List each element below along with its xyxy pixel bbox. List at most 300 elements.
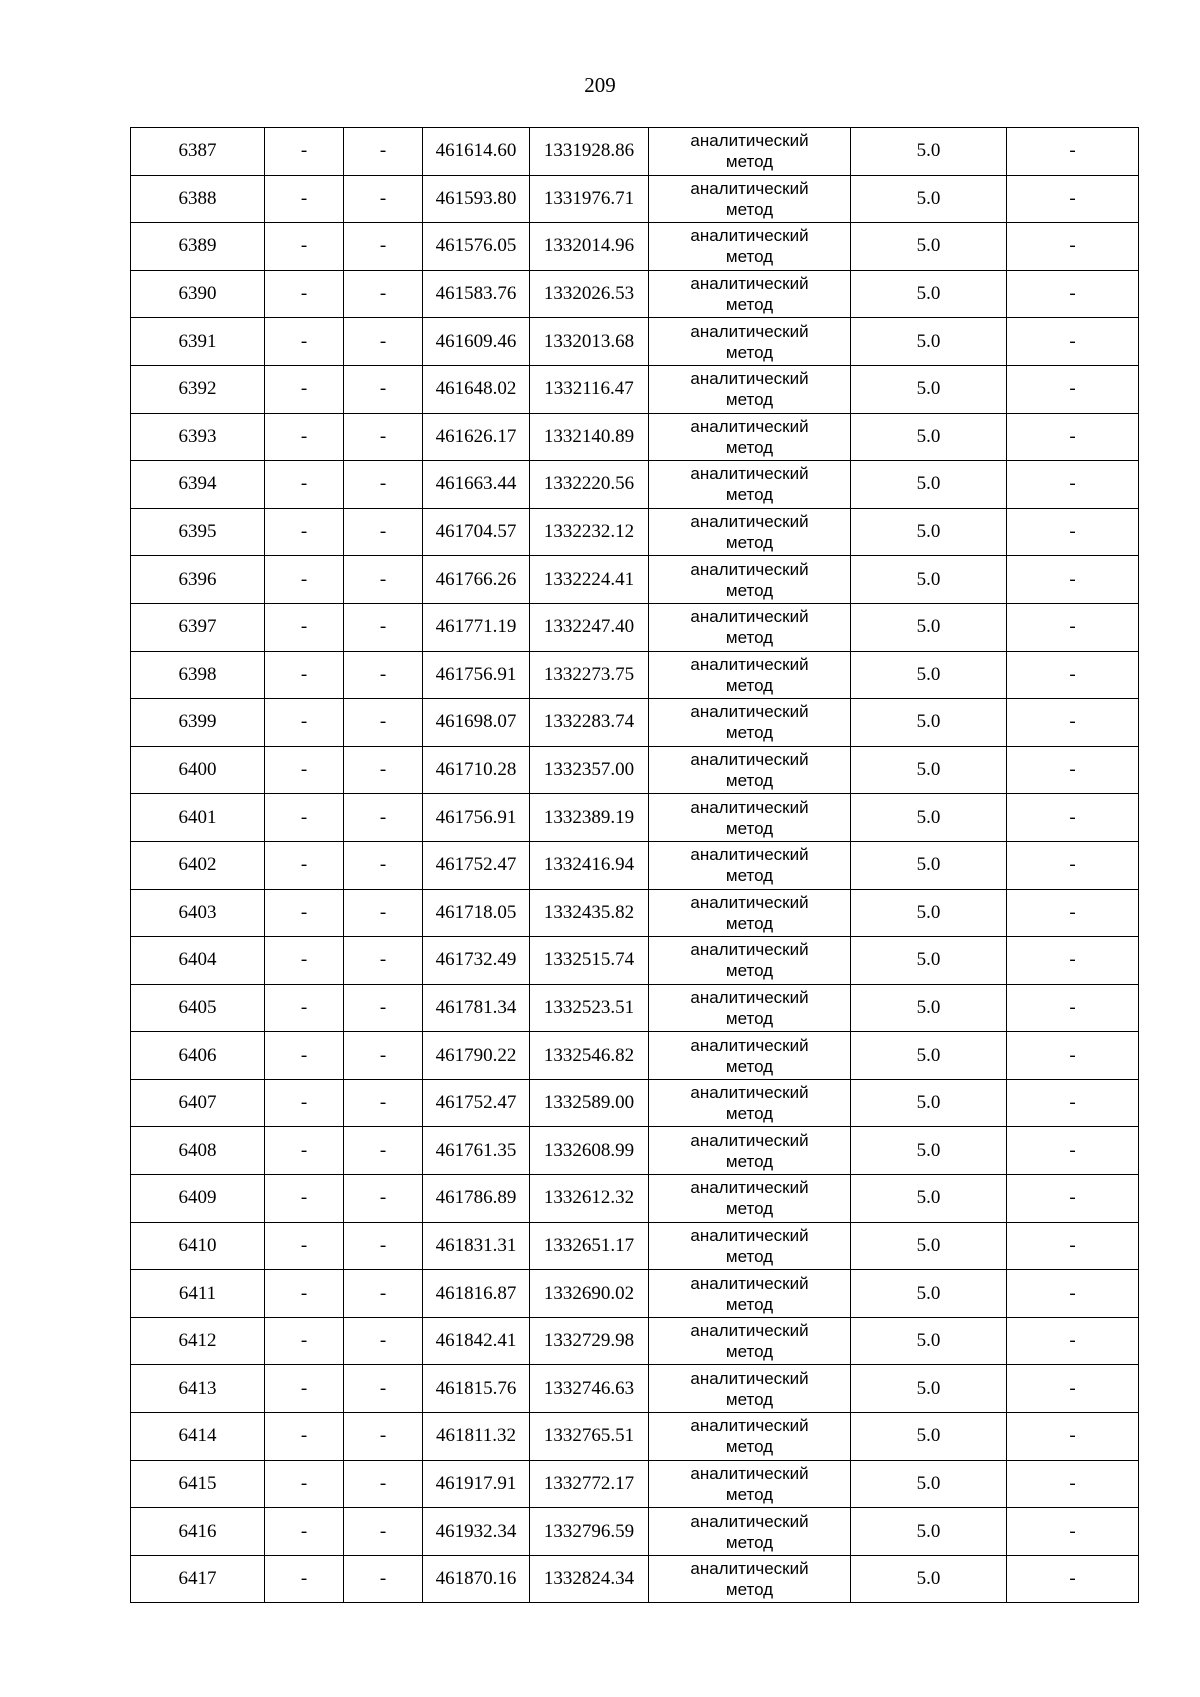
method-line-2: метод (725, 342, 774, 362)
empty-dash-cell: - (344, 1317, 423, 1365)
y-coordinate-cell: 1332746.63 (530, 1365, 649, 1413)
table-row (131, 1032, 1139, 1080)
method-cell (649, 365, 851, 413)
point-number-cell: 6400 (131, 746, 265, 794)
table-row (131, 128, 1139, 176)
empty-dash-cell: - (344, 889, 423, 937)
accuracy-cell: 5.0 (851, 508, 1007, 556)
table-row (131, 889, 1139, 937)
y-coordinate-cell: 1332116.47 (530, 365, 649, 413)
y-coordinate-cell: 1332651.17 (530, 1222, 649, 1270)
empty-dash-cell: - (265, 128, 344, 176)
accuracy-cell: 5.0 (851, 1270, 1007, 1318)
accuracy-cell: 5.0 (851, 1317, 1007, 1365)
empty-dash-cell: - (344, 1079, 423, 1127)
method-line-1: аналитический (690, 940, 809, 960)
method-line-1: аналитический (690, 178, 809, 198)
empty-dash-cell: - (344, 651, 423, 699)
table-body (131, 128, 1139, 1603)
empty-dash-cell: - (265, 937, 344, 985)
empty-dash-cell: - (344, 937, 423, 985)
x-coordinate-cell: 461790.22 (423, 1032, 530, 1080)
y-coordinate-cell: 1332247.40 (530, 603, 649, 651)
accuracy-cell: 5.0 (851, 270, 1007, 318)
method-line-2: метод (725, 675, 774, 695)
empty-dash-cell: - (344, 223, 423, 271)
method-cell (649, 1270, 851, 1318)
method-line-2: метод (725, 199, 774, 219)
point-number-cell: 6391 (131, 318, 265, 366)
method-line-1: аналитический (690, 1083, 809, 1103)
point-number-cell: 6394 (131, 461, 265, 509)
empty-dash-cell: - (344, 556, 423, 604)
point-number-cell: 6414 (131, 1413, 265, 1461)
point-number-cell: 6413 (131, 1365, 265, 1413)
x-coordinate-cell: 461917.91 (423, 1460, 530, 1508)
point-number-cell: 6404 (131, 937, 265, 985)
empty-dash-cell: - (344, 413, 423, 461)
empty-dash-cell: - (1007, 1460, 1139, 1508)
y-coordinate-cell: 1332824.34 (530, 1555, 649, 1603)
accuracy-cell: 5.0 (851, 413, 1007, 461)
method-cell (649, 1413, 851, 1461)
y-coordinate-cell: 1332232.12 (530, 508, 649, 556)
method-line-1: аналитический (690, 369, 809, 389)
empty-dash-cell: - (1007, 508, 1139, 556)
method-cell (649, 841, 851, 889)
empty-dash-cell: - (265, 651, 344, 699)
method-line-1: аналитический (690, 274, 809, 294)
point-number-cell: 6410 (131, 1222, 265, 1270)
x-coordinate-cell: 461583.76 (423, 270, 530, 318)
accuracy-cell: 5.0 (851, 1222, 1007, 1270)
method-line-1: аналитический (690, 987, 809, 1007)
empty-dash-cell: - (344, 1175, 423, 1223)
y-coordinate-cell: 1332729.98 (530, 1317, 649, 1365)
empty-dash-cell: - (265, 699, 344, 747)
empty-dash-cell: - (265, 984, 344, 1032)
method-line-1: аналитический (690, 321, 809, 341)
y-coordinate-cell: 1332013.68 (530, 318, 649, 366)
empty-dash-cell: - (265, 1270, 344, 1318)
x-coordinate-cell: 461786.89 (423, 1175, 530, 1223)
method-cell (649, 461, 851, 509)
method-line-2: метод (725, 1199, 774, 1219)
empty-dash-cell: - (1007, 1317, 1139, 1365)
x-coordinate-cell: 461932.34 (423, 1508, 530, 1556)
empty-dash-cell: - (344, 1222, 423, 1270)
method-line-1: аналитический (690, 1463, 809, 1483)
method-cell (649, 1365, 851, 1413)
empty-dash-cell: - (1007, 699, 1139, 747)
empty-dash-cell: - (1007, 651, 1139, 699)
empty-dash-cell: - (265, 461, 344, 509)
accuracy-cell: 5.0 (851, 1460, 1007, 1508)
empty-dash-cell: - (344, 1032, 423, 1080)
method-cell (649, 603, 851, 651)
table-row (131, 984, 1139, 1032)
x-coordinate-cell: 461756.91 (423, 794, 530, 842)
empty-dash-cell: - (1007, 889, 1139, 937)
table-row (131, 794, 1139, 842)
empty-dash-cell: - (344, 603, 423, 651)
table-row (131, 318, 1139, 366)
empty-dash-cell: - (265, 1508, 344, 1556)
method-line-1: аналитический (690, 654, 809, 674)
method-line-2: метод (725, 1342, 774, 1362)
empty-dash-cell: - (1007, 175, 1139, 223)
method-line-2: метод (725, 866, 774, 886)
accuracy-cell: 5.0 (851, 1508, 1007, 1556)
table-row (131, 699, 1139, 747)
table-row (131, 1317, 1139, 1365)
table-row (131, 461, 1139, 509)
empty-dash-cell: - (1007, 1270, 1139, 1318)
method-line-1: аналитический (690, 1559, 809, 1579)
table-row (131, 1413, 1139, 1461)
method-line-1: аналитический (690, 1416, 809, 1436)
accuracy-cell: 5.0 (851, 128, 1007, 176)
y-coordinate-cell: 1332589.00 (530, 1079, 649, 1127)
accuracy-cell: 5.0 (851, 603, 1007, 651)
accuracy-cell: 5.0 (851, 1365, 1007, 1413)
empty-dash-cell: - (265, 746, 344, 794)
table-row (131, 1460, 1139, 1508)
point-number-cell: 6405 (131, 984, 265, 1032)
accuracy-cell: 5.0 (851, 651, 1007, 699)
method-line-1: аналитический (690, 512, 809, 532)
empty-dash-cell: - (265, 1127, 344, 1175)
y-coordinate-cell: 1332435.82 (530, 889, 649, 937)
empty-dash-cell: - (1007, 318, 1139, 366)
method-cell (649, 508, 851, 556)
method-line-2: метод (725, 818, 774, 838)
method-cell (649, 1460, 851, 1508)
method-cell (649, 746, 851, 794)
method-cell (649, 937, 851, 985)
point-number-cell: 6388 (131, 175, 265, 223)
table-row (131, 1508, 1139, 1556)
empty-dash-cell: - (1007, 603, 1139, 651)
x-coordinate-cell: 461771.19 (423, 603, 530, 651)
empty-dash-cell: - (265, 223, 344, 271)
empty-dash-cell: - (344, 270, 423, 318)
x-coordinate-cell: 461614.60 (423, 128, 530, 176)
table-row (131, 651, 1139, 699)
table-row (131, 1270, 1139, 1318)
y-coordinate-cell: 1332140.89 (530, 413, 649, 461)
y-coordinate-cell: 1332765.51 (530, 1413, 649, 1461)
method-cell (649, 128, 851, 176)
empty-dash-cell: - (1007, 1413, 1139, 1461)
method-line-2: метод (725, 1437, 774, 1457)
table-row (131, 1127, 1139, 1175)
empty-dash-cell: - (344, 746, 423, 794)
method-line-2: метод (725, 533, 774, 553)
x-coordinate-cell: 461710.28 (423, 746, 530, 794)
table-row (131, 937, 1139, 985)
empty-dash-cell: - (344, 1508, 423, 1556)
method-line-1: аналитический (690, 1273, 809, 1293)
method-line-1: аналитический (690, 226, 809, 246)
empty-dash-cell: - (265, 1222, 344, 1270)
method-cell (649, 1222, 851, 1270)
x-coordinate-cell: 461811.32 (423, 1413, 530, 1461)
point-number-cell: 6407 (131, 1079, 265, 1127)
method-cell (649, 318, 851, 366)
empty-dash-cell: - (344, 365, 423, 413)
x-coordinate-cell: 461732.49 (423, 937, 530, 985)
point-number-cell: 6412 (131, 1317, 265, 1365)
empty-dash-cell: - (265, 603, 344, 651)
method-line-1: аналитический (690, 416, 809, 436)
table-row (131, 365, 1139, 413)
empty-dash-cell: - (344, 1270, 423, 1318)
x-coordinate-cell: 461704.57 (423, 508, 530, 556)
x-coordinate-cell: 461816.87 (423, 1270, 530, 1318)
y-coordinate-cell: 1332796.59 (530, 1508, 649, 1556)
method-line-1: аналитический (690, 1178, 809, 1198)
empty-dash-cell: - (344, 175, 423, 223)
method-line-2: метод (725, 628, 774, 648)
empty-dash-cell: - (1007, 984, 1139, 1032)
method-line-2: метод (725, 1151, 774, 1171)
empty-dash-cell: - (1007, 1079, 1139, 1127)
empty-dash-cell: - (265, 1555, 344, 1603)
empty-dash-cell: - (1007, 556, 1139, 604)
method-line-1: аналитический (690, 607, 809, 627)
y-coordinate-cell: 1332026.53 (530, 270, 649, 318)
point-number-cell: 6417 (131, 1555, 265, 1603)
empty-dash-cell: - (344, 1460, 423, 1508)
table-row (131, 413, 1139, 461)
y-coordinate-cell: 1331976.71 (530, 175, 649, 223)
accuracy-cell: 5.0 (851, 1127, 1007, 1175)
empty-dash-cell: - (1007, 1127, 1139, 1175)
table-row (131, 508, 1139, 556)
x-coordinate-cell: 461842.41 (423, 1317, 530, 1365)
point-number-cell: 6406 (131, 1032, 265, 1080)
point-number-cell: 6401 (131, 794, 265, 842)
empty-dash-cell: - (344, 318, 423, 366)
method-cell (649, 794, 851, 842)
method-line-1: аналитический (690, 1511, 809, 1531)
empty-dash-cell: - (344, 461, 423, 509)
empty-dash-cell: - (265, 318, 344, 366)
table-row (131, 175, 1139, 223)
point-number-cell: 6398 (131, 651, 265, 699)
y-coordinate-cell: 1332690.02 (530, 1270, 649, 1318)
method-line-2: метод (725, 1104, 774, 1124)
x-coordinate-cell: 461626.17 (423, 413, 530, 461)
empty-dash-cell: - (1007, 223, 1139, 271)
method-line-2: метод (725, 1246, 774, 1266)
empty-dash-cell: - (265, 1365, 344, 1413)
point-number-cell: 6393 (131, 413, 265, 461)
method-line-2: метод (725, 390, 774, 410)
method-line-2: метод (725, 1056, 774, 1076)
method-line-2: метод (725, 295, 774, 315)
method-cell (649, 651, 851, 699)
table-row (131, 1222, 1139, 1270)
empty-dash-cell: - (1007, 1555, 1139, 1603)
method-line-1: аналитический (690, 1321, 809, 1341)
method-cell (649, 270, 851, 318)
method-line-1: аналитический (690, 1225, 809, 1245)
empty-dash-cell: - (344, 1127, 423, 1175)
method-line-1: аналитический (690, 750, 809, 770)
empty-dash-cell: - (1007, 128, 1139, 176)
empty-dash-cell: - (1007, 1032, 1139, 1080)
y-coordinate-cell: 1332014.96 (530, 223, 649, 271)
accuracy-cell: 5.0 (851, 1079, 1007, 1127)
method-line-1: аналитический (690, 464, 809, 484)
empty-dash-cell: - (1007, 1175, 1139, 1223)
point-number-cell: 6403 (131, 889, 265, 937)
method-cell (649, 1032, 851, 1080)
empty-dash-cell: - (265, 413, 344, 461)
x-coordinate-cell: 461756.91 (423, 651, 530, 699)
accuracy-cell: 5.0 (851, 841, 1007, 889)
method-cell (649, 1175, 851, 1223)
empty-dash-cell: - (265, 889, 344, 937)
empty-dash-cell: - (344, 508, 423, 556)
method-cell (649, 984, 851, 1032)
y-coordinate-cell: 1332389.19 (530, 794, 649, 842)
method-line-2: метод (725, 961, 774, 981)
point-number-cell: 6409 (131, 1175, 265, 1223)
method-line-2: метод (725, 580, 774, 600)
empty-dash-cell: - (344, 699, 423, 747)
empty-dash-cell: - (1007, 461, 1139, 509)
accuracy-cell: 5.0 (851, 175, 1007, 223)
method-line-2: метод (725, 913, 774, 933)
empty-dash-cell: - (265, 270, 344, 318)
x-coordinate-cell: 461663.44 (423, 461, 530, 509)
empty-dash-cell: - (265, 1032, 344, 1080)
point-number-cell: 6392 (131, 365, 265, 413)
empty-dash-cell: - (265, 1175, 344, 1223)
method-cell (649, 1508, 851, 1556)
accuracy-cell: 5.0 (851, 794, 1007, 842)
table-row (131, 1079, 1139, 1127)
empty-dash-cell: - (265, 1079, 344, 1127)
method-cell (649, 175, 851, 223)
method-line-2: метод (725, 152, 774, 172)
y-coordinate-cell: 1332220.56 (530, 461, 649, 509)
method-line-2: метод (725, 1580, 774, 1600)
method-line-1: аналитический (690, 845, 809, 865)
method-cell (649, 556, 851, 604)
x-coordinate-cell: 461752.47 (423, 841, 530, 889)
accuracy-cell: 5.0 (851, 223, 1007, 271)
point-number-cell: 6415 (131, 1460, 265, 1508)
method-line-1: аналитический (690, 1368, 809, 1388)
y-coordinate-cell: 1332357.00 (530, 746, 649, 794)
x-coordinate-cell: 461648.02 (423, 365, 530, 413)
method-line-2: метод (725, 1532, 774, 1552)
empty-dash-cell: - (265, 1460, 344, 1508)
point-number-cell: 6390 (131, 270, 265, 318)
method-cell (649, 1079, 851, 1127)
y-coordinate-cell: 1332224.41 (530, 556, 649, 604)
method-line-2: метод (725, 723, 774, 743)
method-cell (649, 1317, 851, 1365)
empty-dash-cell: - (1007, 365, 1139, 413)
table-row (131, 603, 1139, 651)
empty-dash-cell: - (1007, 270, 1139, 318)
method-cell (649, 1127, 851, 1175)
y-coordinate-cell: 1332416.94 (530, 841, 649, 889)
page-number: 209 (584, 73, 616, 97)
accuracy-cell: 5.0 (851, 1413, 1007, 1461)
table-row (131, 1175, 1139, 1223)
point-number-cell: 6411 (131, 1270, 265, 1318)
x-coordinate-cell: 461609.46 (423, 318, 530, 366)
y-coordinate-cell: 1332515.74 (530, 937, 649, 985)
method-cell (649, 1555, 851, 1603)
empty-dash-cell: - (265, 175, 344, 223)
accuracy-cell: 5.0 (851, 1032, 1007, 1080)
empty-dash-cell: - (1007, 937, 1139, 985)
y-coordinate-cell: 1332612.32 (530, 1175, 649, 1223)
table-row (131, 223, 1139, 271)
accuracy-cell: 5.0 (851, 889, 1007, 937)
method-line-1: аналитический (690, 702, 809, 722)
table-row (131, 746, 1139, 794)
coordinates-table (130, 127, 1139, 1603)
point-number-cell: 6395 (131, 508, 265, 556)
method-line-2: метод (725, 1389, 774, 1409)
accuracy-cell: 5.0 (851, 937, 1007, 985)
method-line-1: аналитический (690, 1035, 809, 1055)
empty-dash-cell: - (344, 794, 423, 842)
x-coordinate-cell: 461781.34 (423, 984, 530, 1032)
empty-dash-cell: - (344, 1555, 423, 1603)
empty-dash-cell: - (265, 508, 344, 556)
method-line-2: метод (725, 485, 774, 505)
method-cell (649, 889, 851, 937)
method-line-2: метод (725, 1294, 774, 1314)
empty-dash-cell: - (344, 1365, 423, 1413)
method-line-1: аналитический (690, 559, 809, 579)
accuracy-cell: 5.0 (851, 984, 1007, 1032)
point-number-cell: 6397 (131, 603, 265, 651)
empty-dash-cell: - (265, 556, 344, 604)
empty-dash-cell: - (344, 841, 423, 889)
x-coordinate-cell: 461698.07 (423, 699, 530, 747)
method-line-2: метод (725, 771, 774, 791)
x-coordinate-cell: 461576.05 (423, 223, 530, 271)
method-cell (649, 223, 851, 271)
table-row (131, 1365, 1139, 1413)
x-coordinate-cell: 461870.16 (423, 1555, 530, 1603)
empty-dash-cell: - (1007, 1222, 1139, 1270)
method-cell (649, 413, 851, 461)
empty-dash-cell: - (265, 841, 344, 889)
empty-dash-cell: - (265, 365, 344, 413)
method-line-1: аналитический (690, 892, 809, 912)
x-coordinate-cell: 461761.35 (423, 1127, 530, 1175)
point-number-cell: 6389 (131, 223, 265, 271)
empty-dash-cell: - (344, 1413, 423, 1461)
y-coordinate-cell: 1332283.74 (530, 699, 649, 747)
point-number-cell: 6396 (131, 556, 265, 604)
point-number-cell: 6416 (131, 1508, 265, 1556)
y-coordinate-cell: 1332273.75 (530, 651, 649, 699)
table-row (131, 270, 1139, 318)
accuracy-cell: 5.0 (851, 461, 1007, 509)
